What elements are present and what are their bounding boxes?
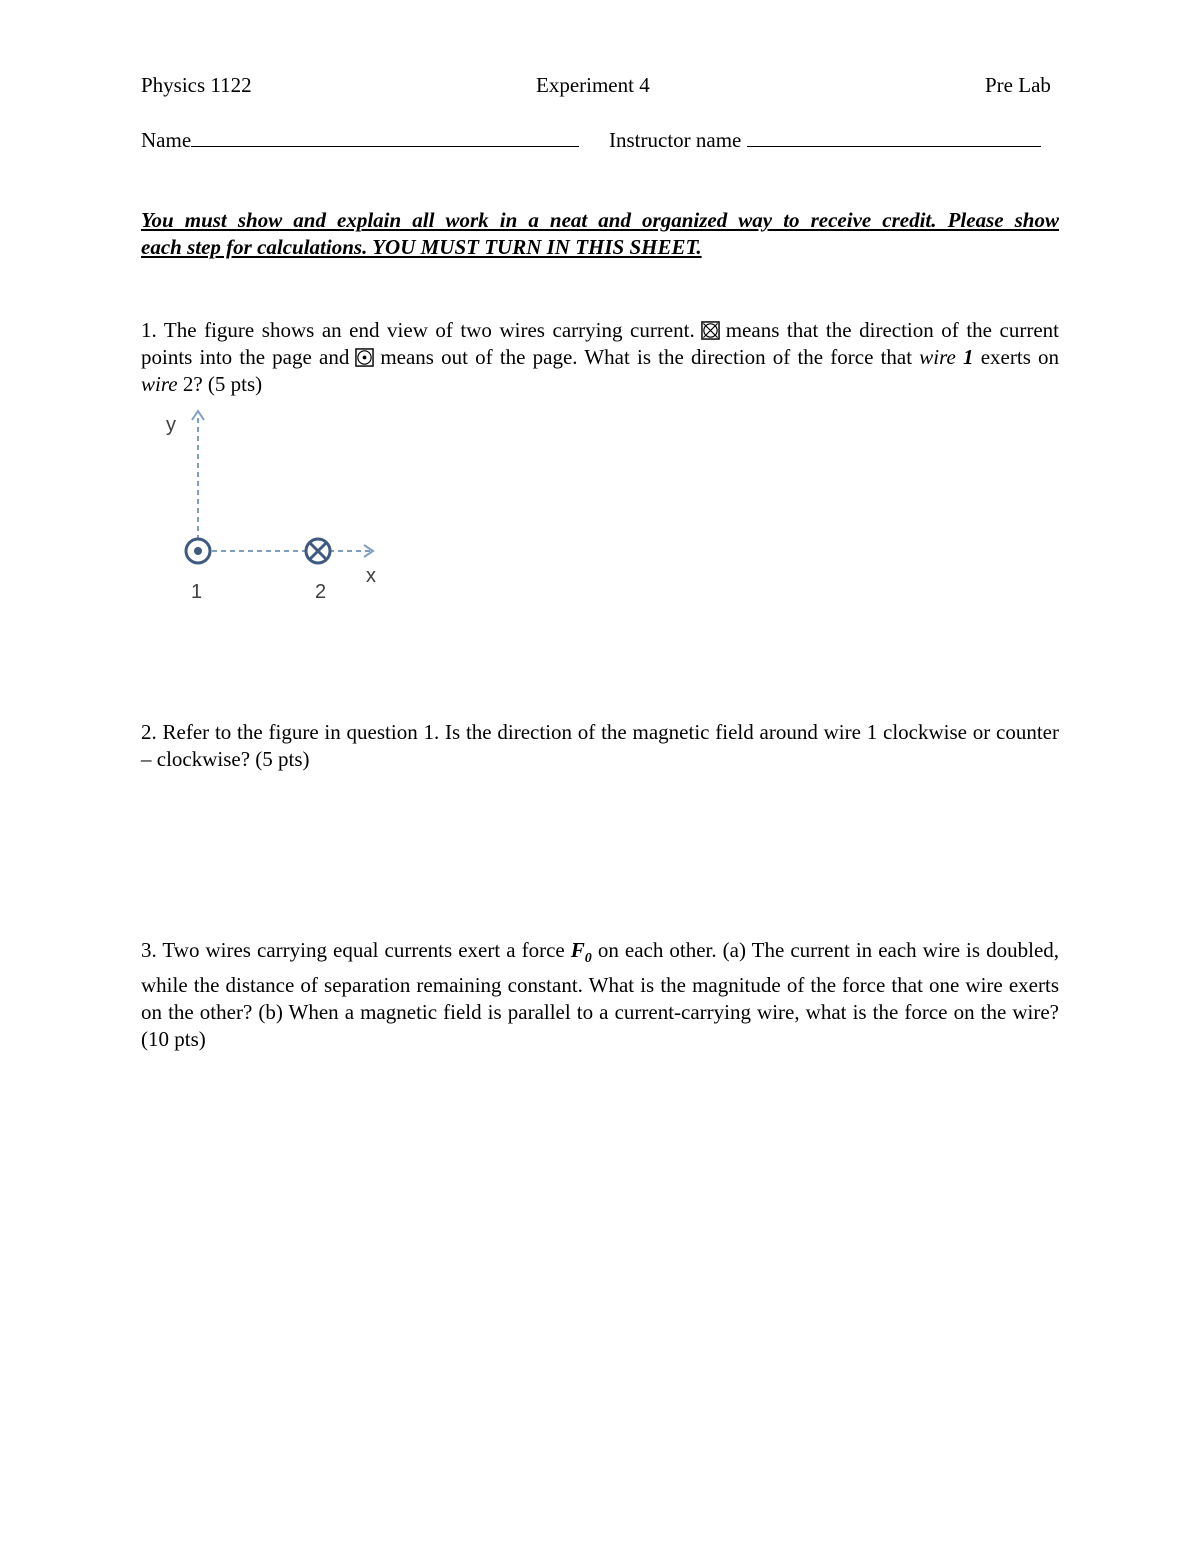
q1-exerts-text: exerts on: [980, 345, 1060, 369]
wire-2-into-page: [306, 539, 330, 563]
question-2: 2. Refer to the figure in question 1. Is the direction of the magnetic field around wire 1 clockwise or counter – clockwise? (5 pts): [141, 720, 1059, 771]
wires-figure: [150, 400, 410, 610]
q3-force-letter: F: [570, 938, 585, 962]
question-3: [141, 937, 1059, 1053]
q1-end-text: 2? (5 pts): [182, 372, 263, 396]
y-axis-label: y: [166, 414, 176, 436]
q1-wire2-word: wire: [141, 372, 178, 396]
q3-body: on each other. (a) The current in each wire is doubled, while the distance of separation remaining constant. What is the magnitude of the force that one wire exerts on the other? (b) When a magnetic field is parallel to a current-carrying wire, what is the force on the wire? (10 pts): [141, 938, 1060, 1052]
wire-2-label: 2: [315, 581, 327, 603]
name-blank[interactable]: [191, 126, 579, 147]
experiment-title: Experiment 4: [536, 73, 650, 97]
instructions-line-2: each step for calculations. YOU MUST TURN IN THIS SHEET.: [141, 235, 702, 259]
document-type: Pre Lab: [985, 73, 1051, 97]
course-title: Physics 1122: [141, 73, 252, 97]
out-of-page-icon: [355, 348, 374, 367]
into-page-icon: [701, 321, 720, 340]
q3-force-symbol: [570, 938, 592, 967]
q1-wire-number: 1: [963, 345, 974, 369]
question-1: [141, 317, 1059, 398]
instructor-label: Instructor name: [609, 128, 742, 152]
instructor-blank[interactable]: [747, 126, 1041, 147]
q3-intro: 3. Two wires carrying equal currents exert a force: [141, 938, 565, 962]
q1-intro: 1. The figure shows an end view of two wires carrying current.: [141, 318, 695, 342]
q1-wire-word: wire: [919, 345, 956, 369]
q1-out-text: means out of the page. What is the direction of the force that: [380, 345, 913, 369]
wire-1-label: 1: [191, 581, 203, 603]
q1-into-text: means that the direction of the current points into the page and: [141, 318, 1059, 369]
x-axis-label: x: [366, 565, 376, 587]
instructions-line-1: You must show and explain all work in a neat and organized way to receive credit. Please show: [141, 208, 1059, 232]
wire-1-out-of-page: [186, 539, 210, 563]
q3-force-subscript: 0: [584, 951, 592, 967]
instructor-field[interactable]: [609, 126, 1041, 154]
name-field[interactable]: [141, 126, 579, 154]
name-label: Name: [141, 128, 192, 152]
